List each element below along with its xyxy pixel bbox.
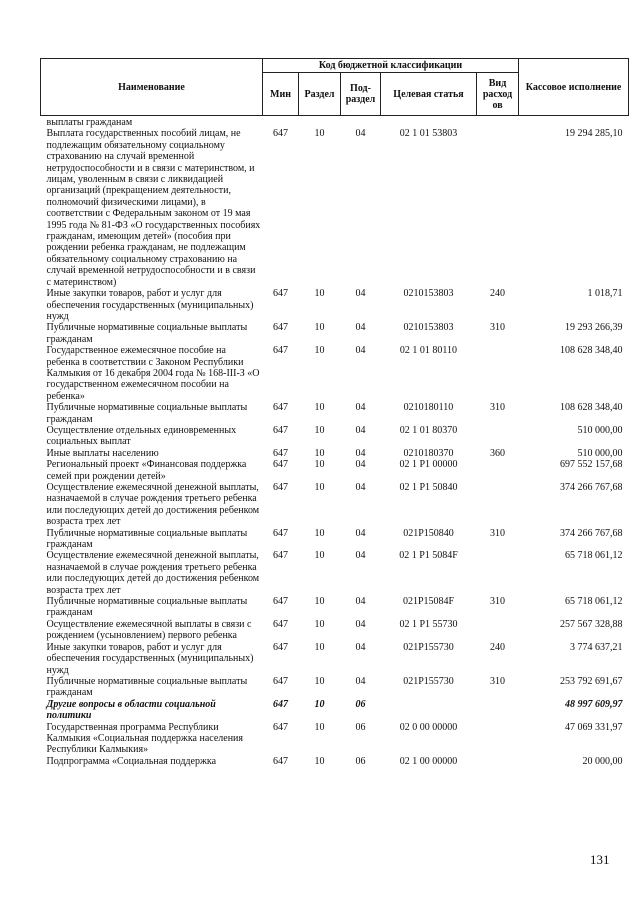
- row-min: 647: [273, 527, 288, 539]
- row-amount: 257 567 328,88: [560, 618, 623, 630]
- row-min: 647: [273, 424, 288, 436]
- header-min: Мин: [263, 73, 299, 116]
- row-razdel: 10: [314, 128, 325, 140]
- row-podrazdel: 04: [355, 596, 366, 608]
- row-min: 647: [273, 482, 288, 493]
- row-name: Подпрограмма «Социальная поддержка: [46, 755, 217, 767]
- row-podrazdel: 06: [355, 698, 366, 710]
- row-podrazdel: 04: [355, 424, 366, 436]
- row-name: Публичные нормативные социальные выплаты гражданам: [46, 527, 248, 551]
- row-target-code: 021P155730: [403, 641, 454, 653]
- row-amount: 108 628 348,40: [560, 345, 623, 357]
- table-row: [41, 722, 629, 756]
- row-name: выплаты гражданам: [46, 117, 133, 128]
- row-razdel: 10: [314, 675, 325, 687]
- row-vid: 310: [490, 402, 506, 414]
- table-row: [41, 550, 629, 596]
- table-row: [41, 699, 629, 722]
- row-min: 647: [273, 447, 288, 459]
- row-target-code: 021P155730: [403, 675, 454, 687]
- table-row: [41, 288, 629, 322]
- row-vid: [477, 550, 519, 596]
- row-vid: [477, 722, 519, 756]
- row-target-code: 02 1 P1 00000: [399, 459, 458, 471]
- row-podrazdel: 04: [355, 402, 366, 414]
- row-amount: 47 069 331,97: [565, 721, 623, 733]
- row-amount: 48 997 609,97: [565, 698, 623, 710]
- row-target-code: 021P150840: [403, 527, 454, 539]
- table-row: [41, 676, 629, 699]
- header-razdel: Раздел: [299, 73, 341, 116]
- row-vid: 310: [490, 322, 506, 334]
- row-name: Публичные нормативные социальные выплаты гражданам: [46, 322, 248, 345]
- row-razdel: 10: [314, 288, 325, 300]
- table-row: [41, 528, 629, 551]
- row-vid: 310: [490, 527, 506, 539]
- table-row: [41, 596, 629, 619]
- row-podrazdel: 04: [355, 447, 366, 459]
- row-amount: 374 266 767,68: [560, 482, 623, 493]
- row-vid: 240: [490, 288, 506, 300]
- row-target-code: 02 1 01 53803: [399, 128, 458, 140]
- row-name: Иные закупки товаров, работ и услуг для обеспечения государственных (муниципальных) нужд: [46, 288, 254, 322]
- row-name: Публичные нормативные социальные выплаты гражданам: [46, 675, 248, 699]
- row-amount: 65 718 061,12: [565, 596, 623, 608]
- row-min: 647: [273, 721, 288, 733]
- table-row: [41, 116, 629, 129]
- row-razdel: 10: [314, 424, 325, 436]
- row-razdel: 10: [314, 721, 325, 733]
- row-razdel: 10: [314, 447, 325, 459]
- row-vid: [477, 345, 519, 402]
- table-row: [41, 425, 629, 448]
- table-row: [41, 459, 629, 482]
- row-min: 647: [273, 322, 288, 334]
- row-vid: 310: [490, 596, 506, 608]
- table-row: [41, 345, 629, 402]
- table-body: [41, 116, 629, 768]
- header-podrazdel: Под-раздел: [341, 73, 381, 116]
- row-target-code: 02 1 01 80370: [399, 424, 458, 436]
- row-razdel: 10: [314, 402, 325, 414]
- header-budget-code: Код бюджетной классификации: [263, 59, 519, 73]
- row-podrazdel: 04: [355, 345, 366, 357]
- row-podrazdel: 04: [355, 128, 366, 140]
- row-min: 647: [273, 675, 288, 687]
- row-name: Иные выплаты населению: [46, 447, 159, 459]
- row-min: 647: [273, 641, 288, 653]
- row-amount: [519, 116, 629, 129]
- row-min: 647: [273, 550, 288, 562]
- row-name: Другие вопросы в области социальной политики: [46, 698, 216, 722]
- row-vid: [477, 699, 519, 722]
- row-min: [263, 116, 299, 129]
- row-name: Государственная программа Республики Калмыкия «Социальная поддержка населения Республики Калмыкия»: [46, 721, 244, 756]
- row-amount: 697 552 157,68: [560, 459, 623, 471]
- row-razdel: 10: [314, 618, 325, 630]
- row-min: 647: [273, 128, 288, 140]
- row-target-code: 0210180110: [403, 402, 454, 414]
- header-vid: Вид расход ов: [477, 73, 519, 116]
- row-target-code: 0210153803: [403, 288, 454, 300]
- row-razdel: 10: [314, 596, 325, 608]
- row-razdel: 10: [314, 459, 325, 471]
- row-razdel: 10: [314, 527, 325, 539]
- row-target-code: [381, 116, 477, 129]
- row-podrazdel: 04: [355, 618, 366, 630]
- row-min: 647: [273, 698, 288, 710]
- row-target-code: 02 1 00 00000: [399, 755, 458, 767]
- row-podrazdel: 04: [355, 322, 366, 334]
- row-min: 647: [273, 402, 288, 414]
- row-target-code: 02 1 P1 5084F: [399, 550, 458, 562]
- row-podrazdel: 04: [355, 675, 366, 687]
- row-min: 647: [273, 596, 288, 608]
- table-row: [41, 619, 629, 642]
- row-podrazdel: 06: [355, 755, 366, 767]
- row-name: Региональный проект «Финансовая поддержка семей при рождении детей»: [46, 459, 247, 482]
- row-target-code: 02 1 P1 50840: [399, 482, 458, 493]
- row-min: 647: [273, 755, 288, 767]
- row-amount: 65 718 061,12: [565, 550, 623, 562]
- row-podrazdel: [341, 116, 381, 129]
- row-vid: 240: [490, 641, 506, 653]
- header-cash: Кассовое исполнение: [519, 59, 629, 116]
- row-amount: 3 774 637,21: [570, 641, 623, 653]
- row-razdel: 10: [314, 755, 325, 767]
- row-name: Иные закупки товаров, работ и услуг для обеспечения государственных (муниципальных) нужд: [46, 641, 254, 676]
- table-row: [41, 128, 629, 288]
- row-amount: 1 018,71: [587, 288, 623, 300]
- row-amount: 374 266 767,68: [560, 527, 623, 539]
- row-podrazdel: 04: [355, 641, 366, 653]
- row-name: Выплата государственных пособий лицам, не подлежащим обязательному социальному страхованию на случай временной нетрудоспособности и в связи с материнством, и лицам, уволенным в связи с ликвидацией организаций (прекращением деятельности, полномочий физическими лицами), в соответствии с Федеральным законом от 19 мая 1995 года № 81-ФЗ «О государственных пособиях гражданам, имеющим детей» (пособия при рождении ребенка гражданам, не подлежащим обязательному социальному страхованию на случай временной нетрудоспособности и в связи с материнством): [46, 128, 261, 288]
- budget-table: [40, 58, 629, 767]
- header-name: Наименование: [41, 59, 263, 116]
- row-amount: 510 000,00: [577, 447, 623, 459]
- row-vid: [477, 116, 519, 129]
- row-target-code: [381, 699, 477, 722]
- row-target-code: 02 1 01 80110: [399, 345, 458, 357]
- row-podrazdel: 04: [355, 550, 366, 562]
- row-target-code: 0210153803: [403, 322, 454, 334]
- row-amount: 510 000,00: [577, 424, 623, 436]
- row-podrazdel: 04: [355, 459, 366, 471]
- row-razdel: 10: [314, 345, 325, 357]
- row-amount: 19 293 266,39: [565, 322, 623, 334]
- row-target-code: 02 1 P1 55730: [399, 618, 458, 630]
- row-vid: 310: [490, 675, 506, 687]
- row-min: 647: [273, 459, 288, 471]
- row-razdel: 10: [314, 550, 325, 562]
- header-target: Целевая статья: [381, 73, 477, 116]
- row-razdel: 10: [314, 641, 325, 653]
- row-podrazdel: 04: [355, 482, 366, 493]
- row-podrazdel: 04: [355, 288, 366, 300]
- row-vid: [477, 128, 519, 288]
- row-razdel: 10: [314, 698, 325, 710]
- row-podrazdel: 06: [355, 721, 366, 733]
- row-target-code: 021P15084F: [402, 596, 455, 608]
- row-min: 647: [273, 345, 288, 357]
- table-row: [41, 402, 629, 425]
- table-row: [41, 756, 629, 767]
- table-row: [41, 642, 629, 676]
- row-vid: [477, 425, 519, 448]
- row-vid: 360: [490, 447, 506, 459]
- row-amount: 253 792 691,67: [560, 675, 623, 687]
- row-name: Публичные нормативные социальные выплаты гражданам: [46, 596, 248, 619]
- row-target-code: 02 0 00 00000: [399, 721, 458, 733]
- table-row: [41, 448, 629, 459]
- row-min: 647: [273, 288, 288, 300]
- row-razdel: 10: [314, 322, 325, 334]
- table-row: [41, 322, 629, 345]
- row-razdel: [299, 116, 341, 129]
- row-name: Осуществление ежемесячной выплаты в связи с рождением (усыновлением) первого ребенка: [46, 618, 252, 642]
- row-name: Публичные нормативные социальные выплаты гражданам: [46, 402, 248, 425]
- table-header: [41, 59, 629, 116]
- row-vid: [477, 482, 519, 528]
- row-vid: [477, 619, 519, 642]
- row-target-code: 0210180370: [403, 447, 454, 459]
- table-row: [41, 482, 629, 528]
- row-amount: 20 000,00: [582, 755, 623, 767]
- row-name: Осуществление ежемесячной денежной выплаты, назначаемой в случае рождения третьего ребенка или последующих детей до достижения ребенком возраста трех лет: [46, 550, 260, 596]
- row-razdel: 10: [314, 482, 325, 493]
- row-min: 647: [273, 618, 288, 630]
- row-vid: [477, 756, 519, 767]
- row-podrazdel: 04: [355, 527, 366, 539]
- row-name: Государственное ежемесячное пособие на ребенка в соответствии с Законом Республики Калмыкия от 16 декабря 2004 года № 168-III-З «О государственном ежемесячном пособии на ребенка»: [46, 345, 260, 402]
- row-amount: 108 628 348,40: [560, 402, 623, 414]
- row-vid: [477, 459, 519, 482]
- row-name: Осуществление отдельных единовременных социальных выплат: [46, 424, 237, 448]
- row-name: Осуществление ежемесячной денежной выплаты, назначаемой в случае рождения третьего ребенка или последующих детей до достижения ребенком возраста трех лет: [46, 482, 260, 528]
- page-number: 131: [590, 852, 610, 867]
- row-amount: 19 294 285,10: [565, 128, 623, 140]
